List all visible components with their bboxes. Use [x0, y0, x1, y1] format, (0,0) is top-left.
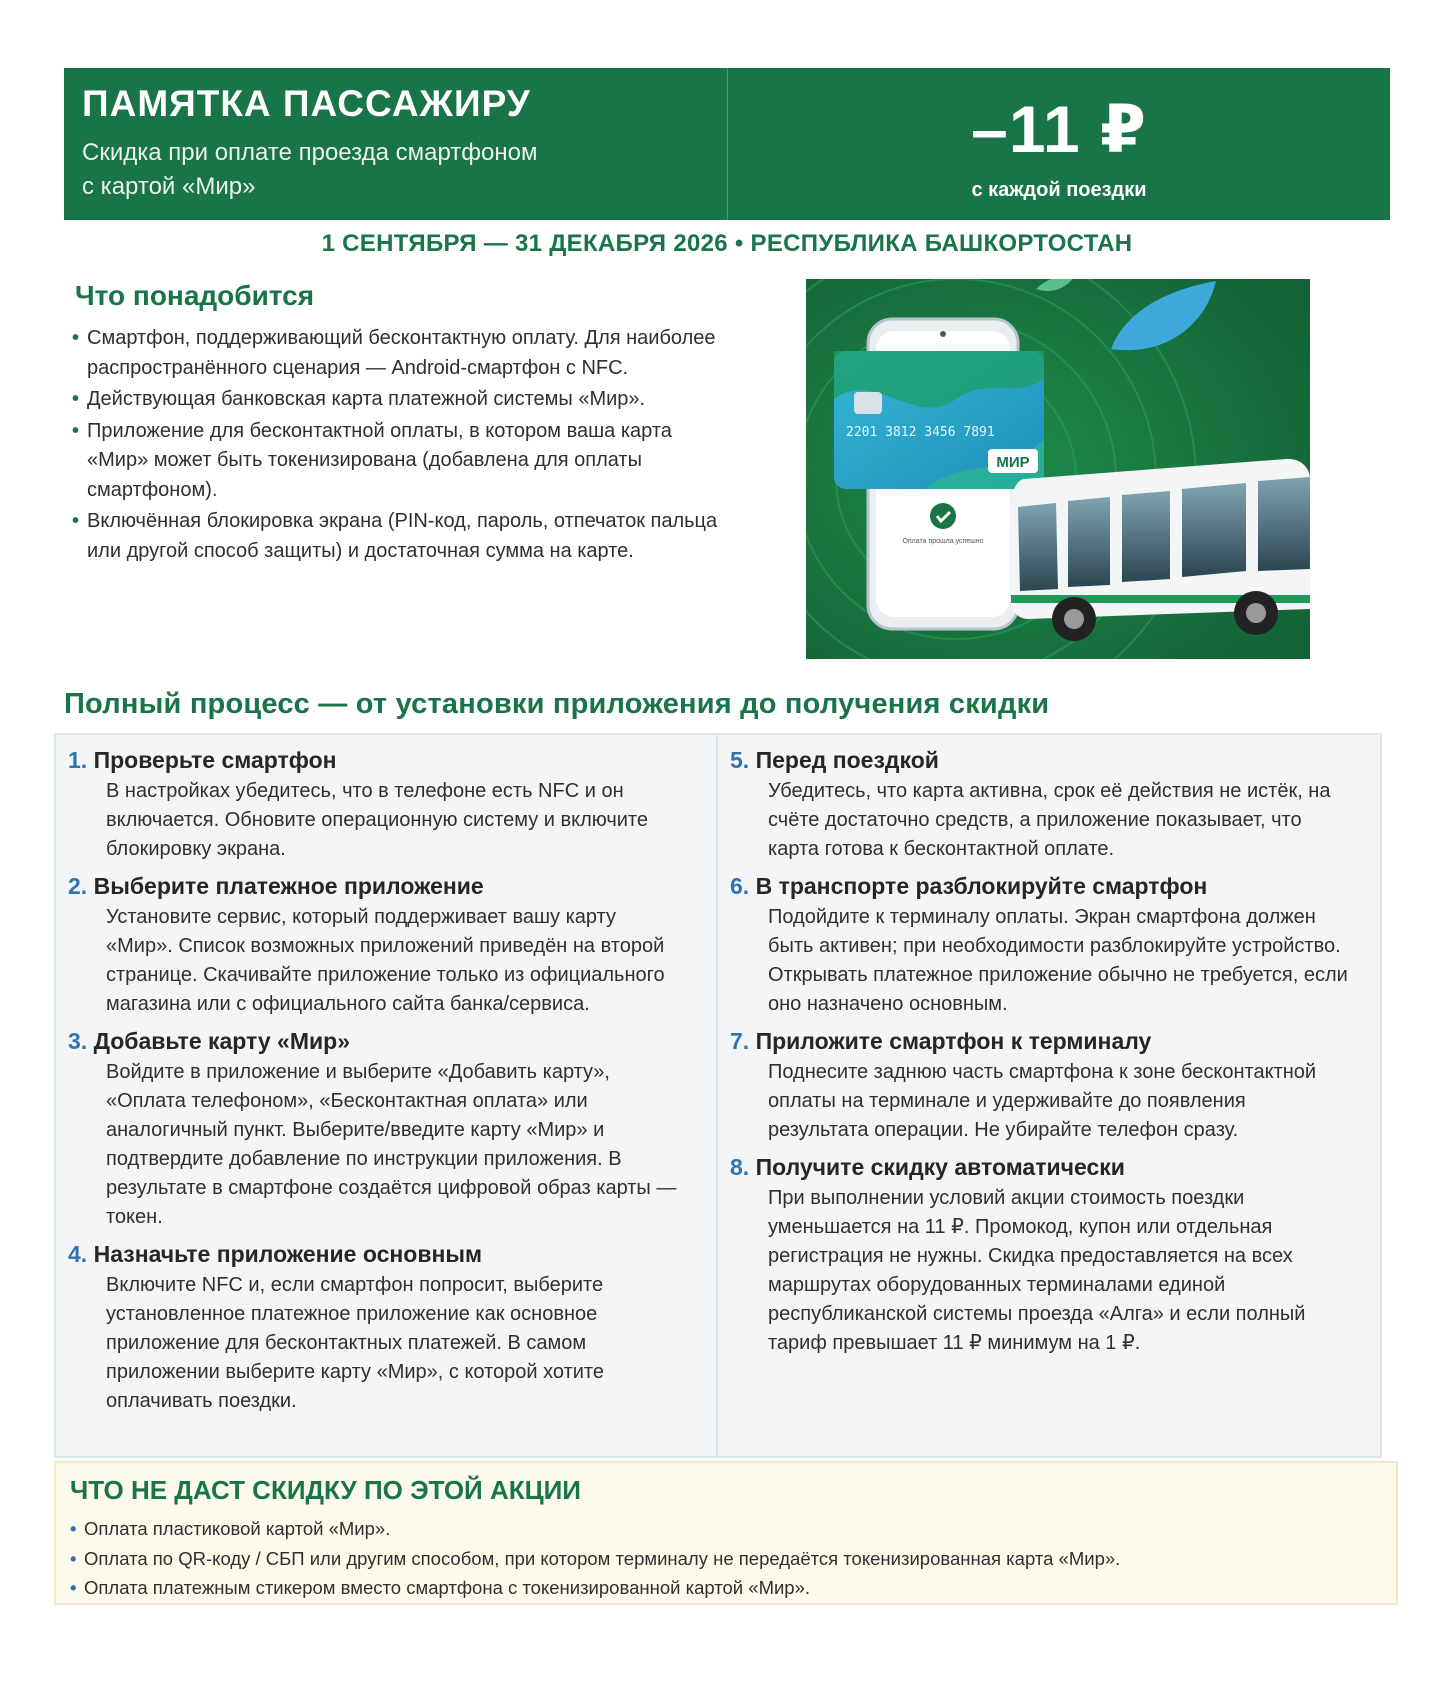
step-4	[68, 1239, 704, 1416]
step-text: При выполнении условий акции стоимость поездки уменьшается на 11 ₽. Промокод, купон или отдельная регистрация не нужны. Скидка предоставляется на всех маршрутах оборудованных терминалами единой республиканской системы проезда «Алга» и если полный тариф превышает 11 ₽ минимум на 1 ₽.	[768, 1187, 1306, 1354]
step-title: Назначьте приложение основным	[93, 1241, 483, 1267]
step-title: Добавьте карту «Мир»	[93, 1028, 350, 1054]
step-title: Выберите платежное приложение	[93, 873, 484, 899]
step-title: Приложите смартфон к терминалу	[755, 1028, 1152, 1054]
step-text: Убедитесь, что карта активна, срок её действия не истёк, на счёте достаточно средств, а приложение показывает, что карта готова к бесконтактной оплате.	[768, 780, 1331, 860]
step-heading	[730, 1026, 1368, 1056]
illustration-svg	[806, 279, 1310, 659]
bus-icon	[1011, 459, 1310, 641]
list-item	[70, 1573, 1382, 1603]
list-item-text: Смартфон, поддерживающий бесконтактную оплату. Для наиболее распространённого сценария — Android-смартфон с NFC.	[87, 327, 716, 379]
phone-status-text: Оплата прошла успешно	[902, 538, 984, 545]
step-title: Проверьте смартфон	[93, 747, 337, 773]
list-item	[72, 507, 722, 566]
step-heading	[68, 871, 704, 901]
bullet: •	[72, 327, 80, 349]
step-number: 5.	[730, 747, 750, 773]
header-banner	[64, 68, 1390, 220]
bullet: •	[70, 1518, 77, 1539]
card-brand: МИР	[996, 454, 1030, 471]
list-item	[72, 385, 722, 415]
discount-block	[728, 68, 1390, 220]
banner-left	[64, 68, 728, 220]
process-title: Полный процесс — от установки приложения до получения скидки	[64, 688, 1050, 720]
subtitle-line-2: с картой «Мир»	[82, 173, 256, 200]
process-steps	[54, 733, 1382, 1458]
promo-illustration	[806, 279, 1310, 659]
page-title: ПАМЯТКА ПАССАЖИРУ	[82, 83, 531, 124]
needs-section	[72, 280, 722, 568]
page-subtitle	[82, 136, 709, 204]
bullet: •	[72, 510, 80, 532]
no-discount-box	[54, 1461, 1398, 1605]
step-text: В настройках убедитесь, что в телефоне есть NFC и он включается. Обновите операционную систему и включите блокировку экрана.	[106, 780, 648, 860]
bullet: •	[70, 1547, 77, 1569]
list-item	[70, 1544, 1382, 1574]
step-text: Поднесите заднюю часть смартфона к зоне бесконтактной оплаты на терминале и удерживайте до появления результата операции. Не убирайте телефон сразу.	[768, 1061, 1317, 1141]
subtitle-line-1: Скидка при оплате проезда смартфоном	[82, 139, 538, 166]
list-item-text: Действующая банковская карта платежной системы «Мир».	[87, 388, 646, 410]
step-6	[730, 871, 1368, 1019]
step-text: Включите NFC и, если смартфон попросит, выберите установленное платежное приложение как основное приложение для бесконтактных платежей. В самом приложении выберите карту «Мир», с которой хотите оплачивать поездки.	[106, 1274, 604, 1412]
step-text: Подойдите к терминалу оплаты. Экран смартфона должен быть активен; при необходимости разблокируйте устройство. Открывать платежное приложение обычно не требуется, если оно назначено основным.	[768, 906, 1348, 1015]
dates-region-line: 1 СЕНТЯБРЯ — 31 ДЕКАБРЯ 2026 • РЕСПУБЛИКА БАШКОРТОСТАН	[321, 230, 1133, 257]
step-text: Войдите в приложение и выберите «Добавить карту», «Оплата телефоном», «Бесконтактная оплата» или аналогичный пункт. Выберите/введите карту «Мир» и подтвердите добавление по инструкции приложения. В результате в смартфоне создаётся цифровой образ карты — токен.	[106, 1061, 677, 1228]
needs-title: Что понадобится	[75, 280, 315, 311]
step-title: Получите скидку автоматически	[755, 1154, 1125, 1180]
steps-column-left	[56, 735, 718, 1456]
discount-amount: –11 ₽	[971, 91, 1147, 166]
step-number: 3.	[68, 1028, 88, 1054]
step-number: 1.	[68, 747, 88, 773]
step-title: Перед поездкой	[755, 747, 939, 773]
step-heading	[68, 1026, 704, 1056]
bullet: •	[70, 1577, 77, 1598]
step-2	[68, 871, 704, 1019]
list-item-text: Оплата по QR-коду / СБП или другим способом, при котором терминалу не передаётся токенизированная карта «Мир».	[84, 1547, 1121, 1569]
step-heading	[730, 871, 1368, 901]
list-item	[72, 417, 722, 506]
bullet: •	[72, 388, 80, 410]
step-heading	[68, 1239, 704, 1269]
step-number: 8.	[730, 1154, 750, 1180]
step-3	[68, 1026, 704, 1232]
step-heading	[730, 745, 1368, 775]
bullet: •	[72, 419, 80, 442]
step-title: В транспорте разблокируйте смартфон	[755, 873, 1208, 899]
card-number: 2201 3812 3456 7891	[846, 425, 995, 440]
no-discount-title: ЧТО НЕ ДАСТ СКИДКУ ПО ЭТОЙ АКЦИИ	[70, 1475, 581, 1505]
list-item	[72, 324, 722, 383]
list-item-text: Оплата платежным стикером вместо смартфона с токенизированной картой «Мир».	[84, 1577, 811, 1598]
list-item	[70, 1514, 1382, 1544]
step-heading	[730, 1152, 1368, 1182]
step-8	[730, 1152, 1368, 1358]
no-discount-list	[70, 1514, 1382, 1603]
step-1	[68, 745, 704, 864]
list-item-text: Оплата пластиковой картой «Мир».	[84, 1518, 391, 1539]
step-number: 4.	[68, 1241, 88, 1267]
steps-column-right	[718, 735, 1380, 1456]
step-number: 7.	[730, 1028, 750, 1054]
list-item-text: Включённая блокировка экрана (PIN-код, пароль, отпечаток пальца или другой способ защиты) и достаточная сумма на карте.	[87, 510, 718, 562]
step-7	[730, 1026, 1368, 1145]
discount-note: с каждой поездки	[971, 178, 1147, 201]
step-number: 6.	[730, 873, 750, 899]
step-5	[730, 745, 1368, 864]
list-item-text: Приложение для бесконтактной оплаты, в котором ваша карта «Мир» может быть токенизирована (добавлена для оплаты смартфоном).	[87, 419, 672, 501]
step-text: Установите сервис, который поддерживает вашу карту «Мир». Список возможных приложений приведён на второй странице. Скачивайте приложение только из официального магазина или с официального сайта банка/сервиса.	[106, 906, 665, 1015]
step-heading	[68, 745, 704, 775]
needs-list	[72, 324, 722, 566]
step-number: 2.	[68, 873, 88, 899]
